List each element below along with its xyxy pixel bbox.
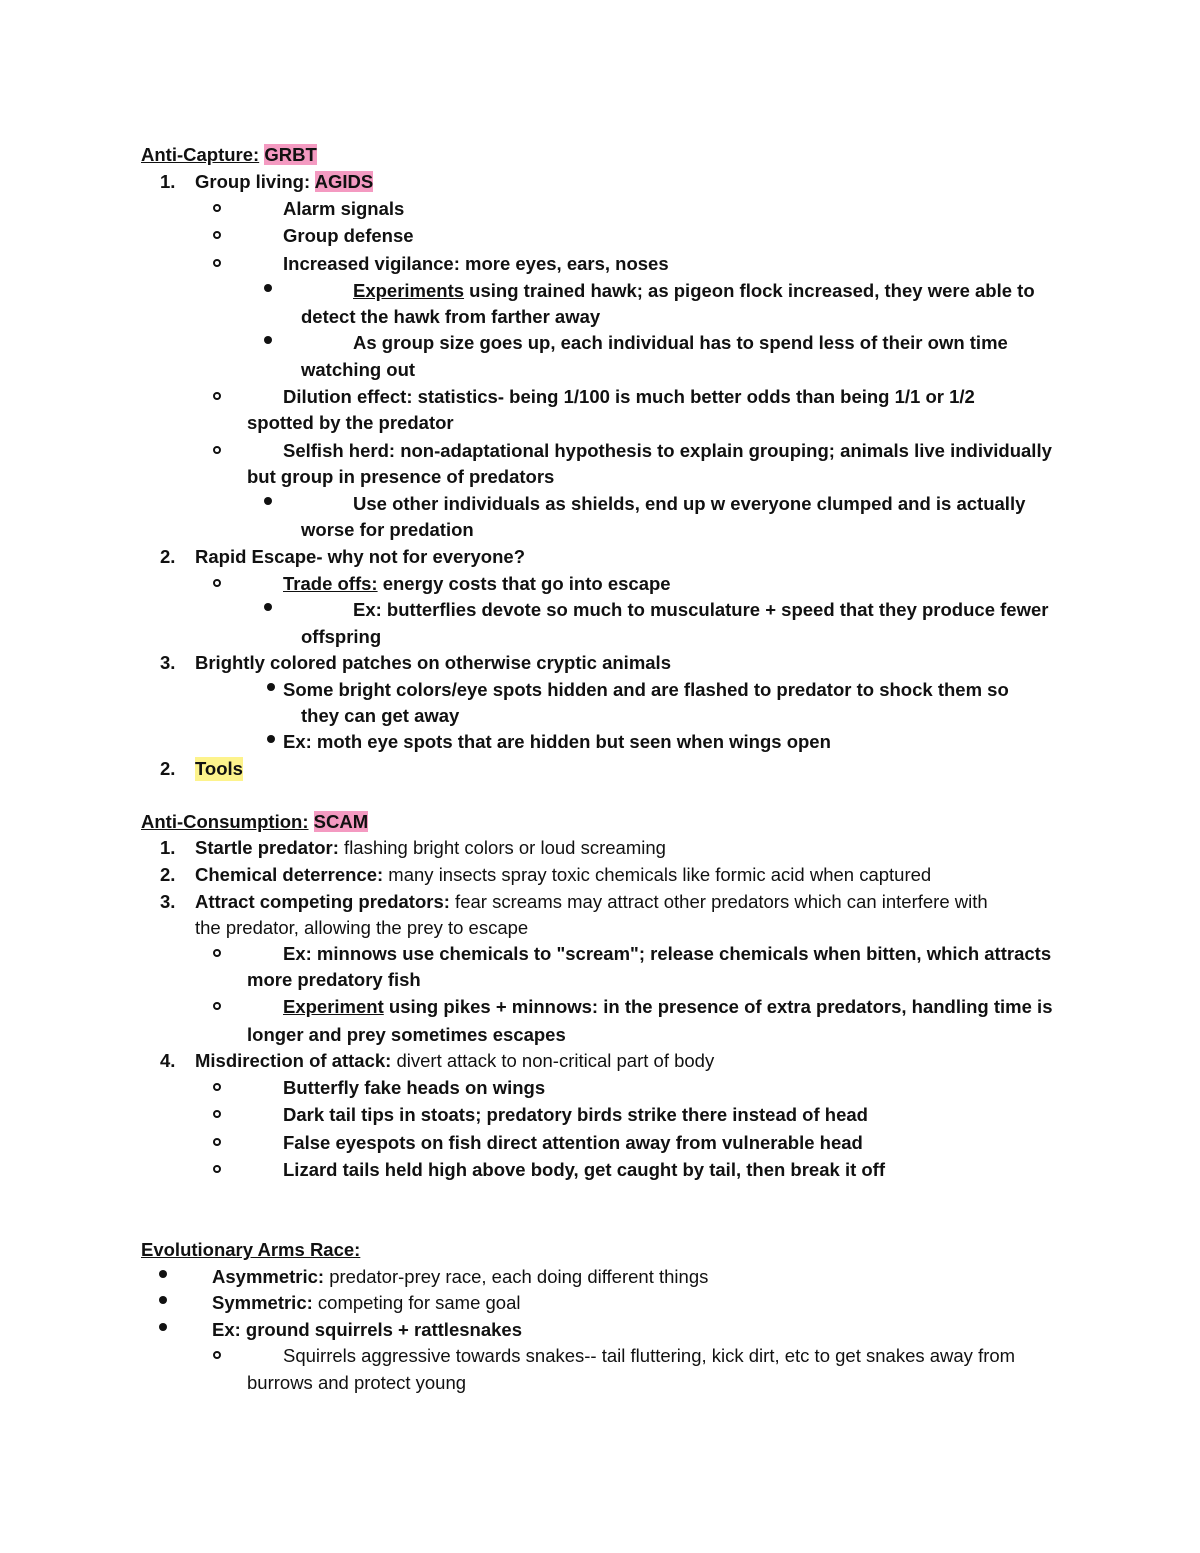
list-number: 3. [160,652,176,673]
list-item: Use other individuals as shields, end up w everyone clumped and is actually [353,493,1026,514]
circle-bullet-icon [213,1351,221,1359]
item-label: Misdirection of attack: [195,1050,392,1071]
item-text: predator-prey race, each doing different things [324,1266,709,1287]
list-item [212,1265,708,1289]
list-number: 1. [160,171,176,192]
item-label: Symmetric: [212,1292,313,1313]
list-item-continuation: spotted by the predator [247,412,454,433]
circle-bullet-icon [213,446,221,454]
underlined-term: Experiment [283,996,384,1017]
circle-bullet-icon [213,1083,221,1091]
circle-bullet-icon [213,1138,221,1146]
circle-bullet-icon [213,1165,221,1173]
list-item-continuation: worse for predation [301,519,474,540]
item-label: Attract competing predators: [195,891,450,912]
list-item [283,995,1053,1019]
list-item [212,1291,520,1315]
list-item-continuation: but group in presence of predators [247,466,555,487]
list-number: 2. [160,758,176,779]
item-label: Asymmetric: [212,1266,325,1287]
underlined-term: Experiments [353,280,465,301]
item-text: many insects spray toxic chemicals like formic acid when captured [383,864,932,885]
anti-capture-heading-line [141,143,317,167]
list-item: Ex: ground squirrels + rattlesnakes [212,1319,522,1340]
item-text: competing for same goal [312,1292,521,1313]
list-number: 3. [160,891,176,912]
dot-bullet-icon [264,497,272,505]
circle-bullet-icon [213,392,221,400]
list-item: Ex: minnows use chemicals to "scream"; release chemicals when bitten, which attracts [283,943,1052,964]
dot-bullet-icon [267,683,275,691]
dot-bullet-icon [267,735,275,743]
dot-bullet-icon [159,1270,167,1278]
circle-bullet-icon [213,579,221,587]
list-item-continuation: offspring [301,626,382,647]
list-item-continuation: they can get away [301,705,460,726]
list-item: Ex: butterflies devote so much to musculature + speed that they produce fewer [353,599,1049,620]
dot-bullet-icon [264,603,272,611]
dot-bullet-icon [159,1323,167,1331]
anti-consumption-heading: Anti-Consumption: [141,811,309,832]
item-text: energy costs that go into escape [377,573,671,594]
item-text: Rapid Escape- why not for everyone? [195,546,525,567]
item-label: Chemical deterrence: [195,864,384,885]
dot-bullet-icon [159,1296,167,1304]
list-item: Butterfly fake heads on wings [283,1077,546,1098]
circle-bullet-icon [213,231,221,239]
dot-bullet-icon [264,284,272,292]
list-item: As group size goes up, each individual has to spend less of their own time [353,332,1008,353]
anti-capture-heading: Anti-Capture: [141,144,260,165]
item-text: divert attack to non-critical part of body [391,1050,715,1071]
list-item-continuation: detect the hawk from farther away [301,306,601,327]
item-label: Startle predator: [195,837,339,858]
circle-bullet-icon [213,259,221,267]
circle-bullet-icon [213,1002,221,1010]
list-item: Dark tail tips in stoats; predatory birds strike there instead of head [283,1104,868,1125]
underlined-term: Trade offs: [283,573,378,594]
mnemonic-tag: AGIDS [314,171,374,192]
item-text: using trained hawk; as pigeon flock increased, they were able to [464,280,1035,301]
dot-bullet-icon [264,336,272,344]
list-item-continuation: burrows and protect young [247,1372,467,1393]
list-item-continuation: the predator, allowing the prey to escape [195,917,529,938]
list-item-continuation: more predatory fish [247,969,421,990]
item-text: fear screams may attract other predators which can interfere with [449,891,988,912]
list-item: Increased vigilance: more eyes, ears, noses [283,253,669,274]
circle-bullet-icon [213,204,221,212]
list-item: Alarm signals [283,198,405,219]
list-number: 4. [160,1050,176,1071]
circle-bullet-icon [213,1110,221,1118]
list-item: Squirrels aggressive towards snakes-- tail fluttering, kick dirt, etc to get snakes away from [283,1345,1016,1366]
list-item: False eyespots on fish direct attention away from vulnerable head [283,1132,863,1153]
item-text: using pikes + minnows: in the presence of extra predators, handling time is [383,996,1053,1017]
list-item [353,279,1035,303]
list-item [283,572,671,596]
item-label: Group living: [195,171,311,192]
list-number: 2. [160,864,176,885]
list-item: Some bright colors/eye spots hidden and are flashed to predator to shock them so [283,679,1009,700]
item-text: flashing bright colors or loud screaming [338,837,666,858]
list-item: Group defense [283,225,414,246]
item-text: Tools [195,758,243,779]
list-item: Ex: moth eye spots that are hidden but seen when wings open [283,731,831,752]
list-item-continuation: longer and prey sometimes escapes [247,1024,566,1045]
anti-consumption-mnemonic: SCAM [313,811,369,832]
item-text: Brightly colored patches on otherwise cryptic animals [195,652,671,673]
list-item: Dilution effect: statistics- being 1/100 is much better odds than being 1/1 or 1/2 [283,386,975,407]
anti-consumption-heading-line [141,810,368,834]
list-item-continuation: watching out [301,359,416,380]
arms-race-heading: Evolutionary Arms Race: [141,1239,361,1260]
anti-capture-mnemonic: GRBT [264,144,317,165]
list-number: 2. [160,546,176,567]
circle-bullet-icon [213,949,221,957]
list-item: Lizard tails held high above body, get caught by tail, then break it off [283,1159,885,1180]
list-item: Selfish herd: non-adaptational hypothesis to explain grouping; animals live individually [283,440,1052,461]
list-number: 1. [160,837,176,858]
